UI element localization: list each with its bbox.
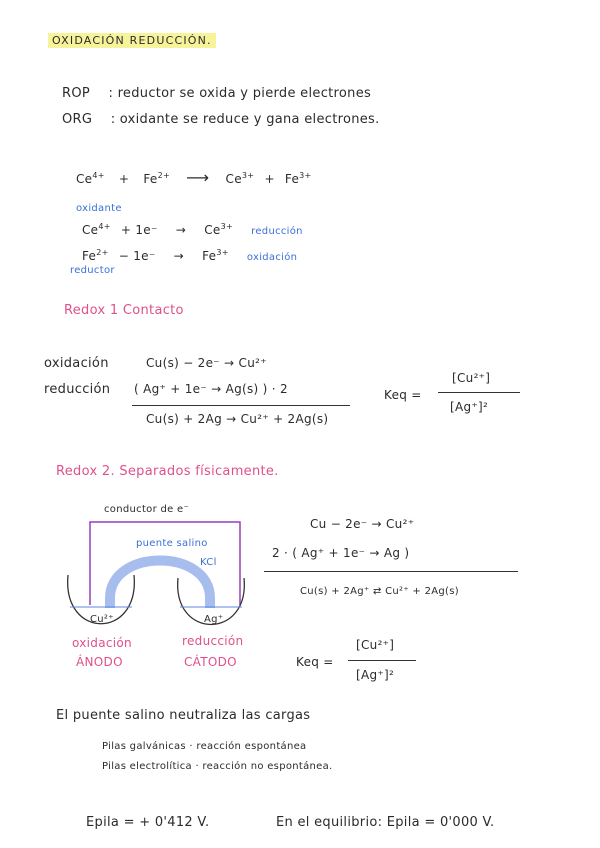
redox2-eq1: Cu − 2e⁻ → Cu²⁺ [310, 517, 415, 531]
redox1-heading: Redox 1 Contacto [64, 303, 184, 318]
cathode-label-2: CÁTODO [184, 655, 237, 669]
reductor-label: reductor [70, 265, 115, 276]
org-key: ORG [62, 112, 93, 127]
redox2-keq-label: Keq = [296, 655, 334, 669]
redox2-eq2: 2 · ( Ag⁺ + 1e⁻ → Ag ) [272, 546, 410, 560]
redox1-ox-label: oxidación [44, 356, 109, 371]
epila-value: Epila = + 0'412 V. [86, 815, 210, 830]
r1-plus2: + [264, 172, 275, 186]
h2-product: Fe [202, 249, 217, 263]
rop-text: : reductor se oxida y pierde electrones [108, 86, 372, 101]
redox2-keq-den: [Ag⁺]² [356, 668, 395, 682]
left-ion: Cu²⁺ [90, 614, 114, 625]
r1-lhs1: Ce [76, 172, 93, 186]
redox2-heading: Redox 2. Separados físicamente. [56, 464, 279, 479]
pile-electrolytic: Pilas electrolítica · reacción no espontánea. [102, 761, 333, 772]
redox2-sum-line [264, 571, 518, 572]
r1-rhs1-charge: 3+ [241, 171, 255, 180]
rop-key: ROP [62, 86, 91, 101]
h1-arrow: → [175, 223, 187, 237]
equilibrium-note: En el equilibrio: Epila = 0'000 V. [276, 815, 495, 830]
h1-species: Ce [82, 223, 99, 237]
anode-label-2: ÁNODO [76, 655, 123, 669]
h1-charge: 4+ [98, 222, 111, 231]
h1-op: + 1e⁻ [120, 223, 158, 237]
r1-lhs2: Fe [143, 172, 158, 186]
h1-tag: reducción [251, 226, 303, 237]
h2-arrow: → [173, 249, 184, 263]
org-text: : oxidante se reduce y gana electrones. [110, 112, 380, 127]
h1-product: Ce [204, 223, 221, 237]
right-ion: Ag⁺ [204, 614, 224, 625]
h2-product-charge: 3+ [216, 248, 229, 257]
redox1-red-label: reducción [44, 382, 111, 397]
bridge-label: puente salino [136, 538, 208, 549]
r1-rhs2: Fe [284, 172, 300, 186]
r1-arrow: ⟶ [186, 168, 210, 187]
anode-label-1: oxidación [72, 636, 132, 650]
redox2-keq-num: [Cu²⁺] [356, 638, 395, 652]
oxidante-label: oxidante [76, 203, 122, 214]
r1-rhs2-charge: 3+ [299, 171, 312, 180]
redox1-ox-eq: Cu(s) − 2e⁻ → Cu²⁺ [146, 356, 267, 370]
title-text: OXIDACIÓN REDUCCIÓN. [48, 33, 216, 48]
cathode-label-1: reducción [182, 634, 244, 648]
redox1-sum-eq: Cu(s) + 2Ag → Cu²⁺ + 2Ag(s) [146, 412, 329, 426]
conductor-label: conductor de e⁻ [104, 504, 190, 515]
h2-tag: oxidación [246, 252, 298, 263]
redox1-keq-label: Keq = [384, 388, 422, 402]
r1-lhs1-charge: 4+ [92, 171, 105, 180]
h2-species: Fe [82, 249, 97, 263]
redox1-red-eq: ( Ag⁺ + 1e⁻ → Ag(s) ) · 2 [134, 382, 288, 396]
r1-rhs1: Ce [225, 172, 242, 186]
bridge-note: El puente salino neutraliza las cargas [56, 708, 311, 723]
kcl-label: KCl [200, 557, 217, 568]
redox2-eq-sum: Cu(s) + 2Ag⁺ ⇄ Cu²⁺ + 2Ag(s) [300, 586, 459, 597]
h1-product-charge: 3+ [220, 222, 234, 231]
h2-op: − 1e⁻ [118, 249, 156, 263]
redox1-keq-den: [Ag⁺]² [450, 400, 489, 414]
pile-galvanic: Pilas galvánicas · reacción espontánea [102, 741, 307, 752]
redox1-keq-num: [Cu²⁺] [452, 371, 491, 385]
redox2-keq-line [348, 660, 416, 661]
salt-bridge [110, 561, 210, 609]
r1-plus1: + [118, 172, 130, 186]
r1-lhs2-charge: 2+ [157, 171, 171, 180]
h2-charge: 2+ [96, 248, 109, 257]
